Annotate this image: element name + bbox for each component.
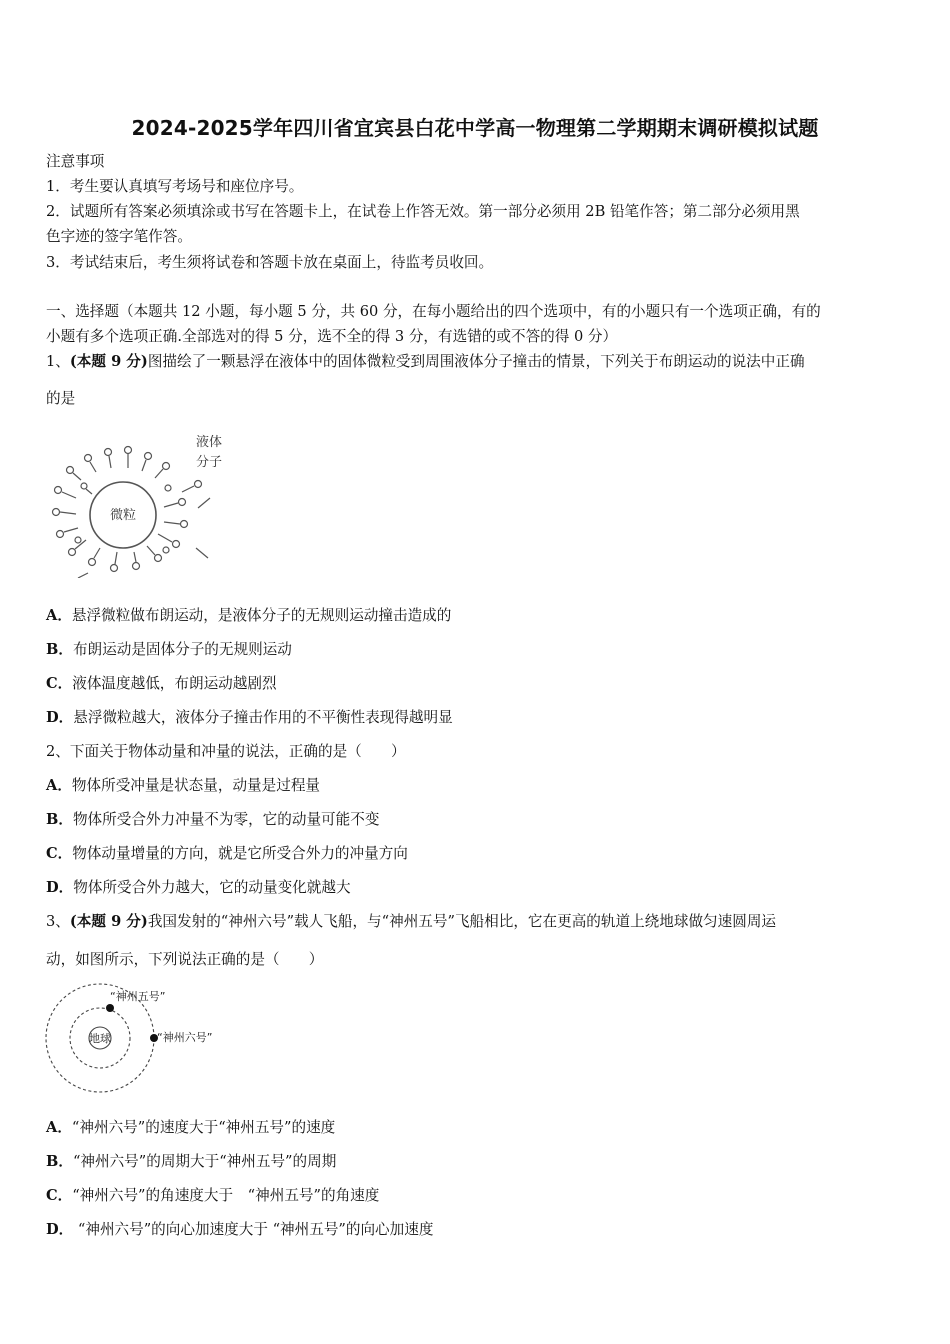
q3-stem-text: 我国发射的“神州六号”载人飞船，与“神州五号”飞船相比，它在更高的轨道上绕地球做匀速圆周运 [147,913,777,930]
q3-option-a: A．“神州六号”的速度大于“神州五号”的速度 [46,1119,336,1136]
q2-option-c: C．物体动量增量的方向，就是它所受合外力的冲量方向 [46,845,408,862]
q1-option-a: A．悬浮微粒做布朗运动，是液体分子的无规则运动撞击造成的 [46,607,452,624]
notice-item-2-cont: 色字迹的签字笔作答。 [46,228,192,245]
q3-number: 3、 [46,913,70,930]
q1-option-b: B．布朗运动是固体分子的无规则运动 [46,641,292,658]
q3-option-c: C．“神州六号”的角速度大于 “神州五号”的角速度 [46,1187,380,1204]
q1-stem-line2: 的是 [46,390,76,407]
q3-option-b: B．“神州六号”的周期大于“神州五号”的周期 [46,1153,337,1170]
section-heading-line2: 小题有多个选项正确.全部选对的得 5 分，选不全的得 3 分，有选错的或不答的得 0 分） [46,328,618,345]
q1-stem-line1 [46,352,805,372]
q2-option-a: A．物体所受冲量是状态量，动量是过程量 [46,777,321,794]
q1-stem-text: 图描绘了一颗悬浮在液体中的固体微粒受到周围液体分子撞击的情景，下列关于布朗运动的说法中正确 [147,353,805,370]
q2-option-b: B．物体所受合外力冲量不为零，它的动量可能不变 [46,811,380,828]
particle-label: 微粒 [109,508,137,523]
notice-item-3: 3．考试结束后，考生须将试卷和答题卡放在桌面上，待监考员收回。 [46,254,494,271]
q1-option-c: C．液体温度越低，布朗运动越剧烈 [46,675,277,692]
q3-option-d: D． “神州六号”的向心加速度大于 “神州五号”的向心加速度 [46,1221,434,1238]
orbit-figure [44,982,244,1094]
page-title: 2024-2025学年四川省宜宾县白花中学高一物理第二学期期末调研模拟试题 [131,116,819,140]
section-heading-line1: 一、选择题（本题共 12 小题，每小题 5 分，共 60 分，在每小题给出的四个选项中，有的小题只有一个选项正确，有的 [46,303,821,320]
q2-stem: 2、下面关于物体动量和冲量的说法，正确的是（ ） [46,743,406,760]
q1-number: 1、 [46,353,70,370]
q3-score: (本题 9 分) [69,913,148,930]
q2-option-d: D．物体所受合外力越大，它的动量变化就越大 [46,879,351,896]
notice-item-2: 2．试题所有答案必须填涂或书写在答题卡上，在试卷上作答无效。第一部分必须用 2B 铅笔作答；第二部分必须用黑 [46,203,800,220]
earth-label: 地球 [89,1032,111,1045]
molecule-label-line1: 液体 [196,435,223,450]
q3-stem-line1 [46,912,776,932]
q1-option-d: D．悬浮微粒越大，液体分子撞击作用的不平衡性表现得越明显 [46,709,453,726]
q1-score: (本题 9 分) [69,353,148,370]
notice-item-1: 1．考生要认真填写考场号和座位序号。 [46,178,304,195]
ship5-dot [106,1004,114,1012]
molecule-label-line2: 分子 [196,455,223,470]
ship5-label: “神州五号” [110,990,166,1003]
q3-stem-line2: 动，如图所示，下列说法正确的是（ ） [46,951,324,968]
notice-heading: 注意事项 [46,153,105,170]
ship6-label: “神州六号” [157,1031,213,1044]
brownian-motion-figure [48,428,228,578]
